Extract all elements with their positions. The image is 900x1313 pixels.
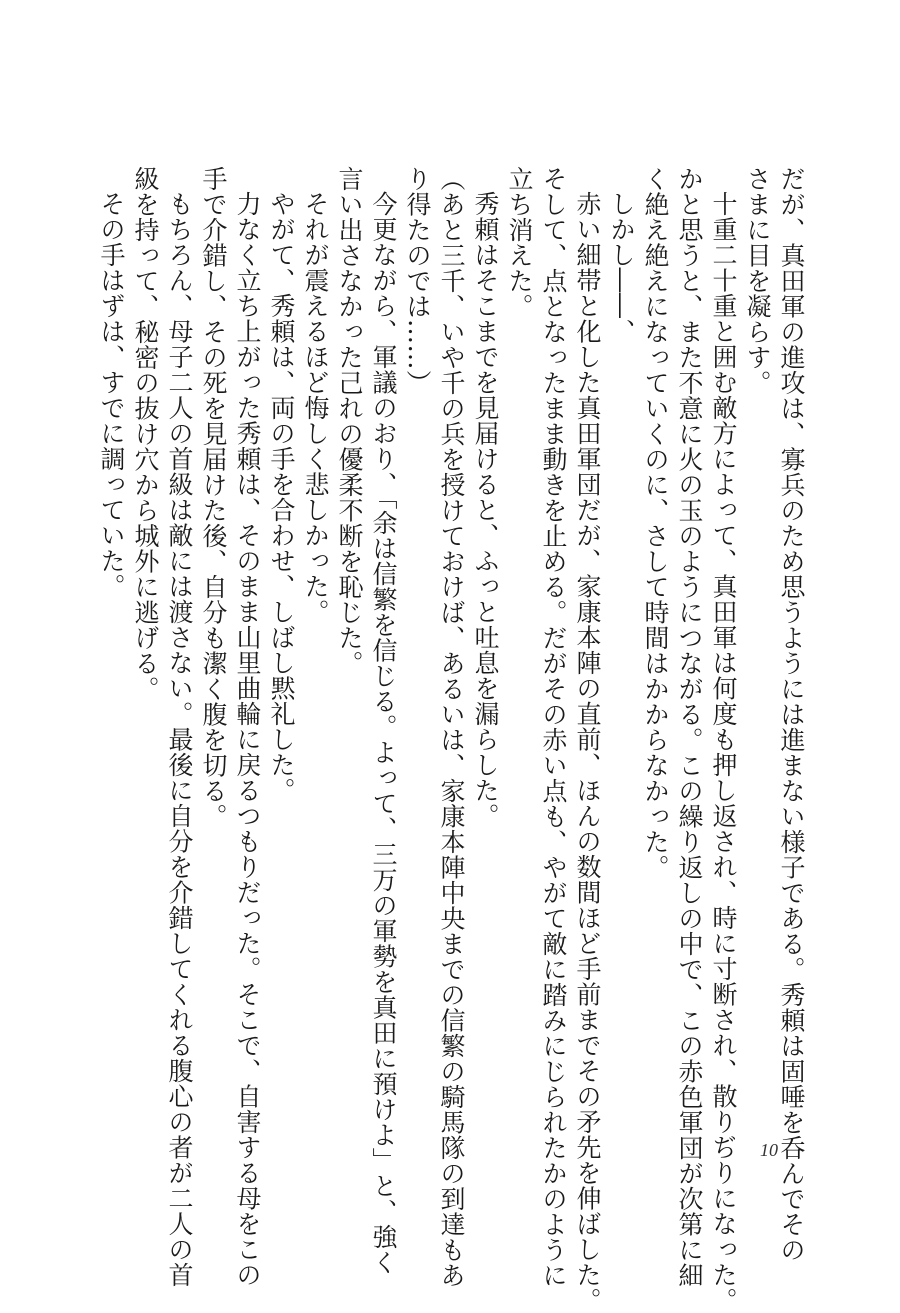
text-column-3: 十重二十重と囲む敵方によって、真田軍は何度も押し返され、時に寸断され、散りぢりになった。 <box>709 191 738 1313</box>
text-column-2: さまに目を凝らす。 <box>743 166 772 396</box>
page-number: 10 <box>760 1140 778 1160</box>
text-column-5: く絶え絶えになっていくのに、さして時間はかからなかった。 <box>641 166 670 880</box>
text-column-6: しかし――、 <box>607 191 636 344</box>
text-column-4: かと思うと、また不意に火の玉のようにつながる。この繰り返しの中で、この赤色軍団が次第に細 <box>675 166 704 1288</box>
text-column-18: 手で介錯し、その死を見届けた後、自分も潔く腹を切る。 <box>199 166 228 829</box>
text-column-16: やがて、秀頼は、両の手を合わせ、しばし黙礼した。 <box>267 191 296 803</box>
text-column-9: 立ち消えた。 <box>505 166 534 319</box>
text-column-14: 言い出さなかった己れの優柔不断を恥じた。 <box>335 166 364 676</box>
text-column-20: 級を持って、秘密の抜け穴から城外に逃げる。 <box>131 166 160 702</box>
text-column-12: り得たのでは……） <box>403 166 432 396</box>
text-column-7: 赤い細帯と化した真田軍団だが、家康本陣の直前、ほんの数間ほど手前までその矛先を伸ばした。 <box>573 191 602 1313</box>
text-column-13: 今更ながら、軍議のおり、「余は信繁を信じる。よって、三万の軍勢を真田に預けよ」と、強く <box>369 191 398 1275</box>
text-column-17: 力なく立ち上がった秀頼は、そのまま山里曲輪に戻るつもりだった。そこで、自害する母をこの <box>233 191 262 1288</box>
text-column-19: もちろん、母子二人の首級は敵には渡さない。最後に自分を介錯してくれる腹心の者が二人の首 <box>165 191 194 1288</box>
text-column-10: 秀頼はそこまでを見届けると、ふっと吐息を漏らした。 <box>471 191 500 829</box>
text-column-11: （あと三千、いや千の兵を授けておけば、あるいは、家康本陣中央までの信繁の騎馬隊の到達もあ <box>437 166 466 1288</box>
text-column-15: それが震えるほど悔しく悲しかった。 <box>301 191 330 625</box>
text-column-1: だが、真田軍の進攻は、寡兵のため思うようには進まない様子である。秀頼は固唾を呑んでその <box>777 166 806 1263</box>
text-column-8: そして、点となったまま動きを止める。だがその赤い点も、やがて敵に踏みにじられたかのように <box>539 166 568 1288</box>
text-column-21: その手はずは、すでに調っていた。 <box>97 191 126 599</box>
